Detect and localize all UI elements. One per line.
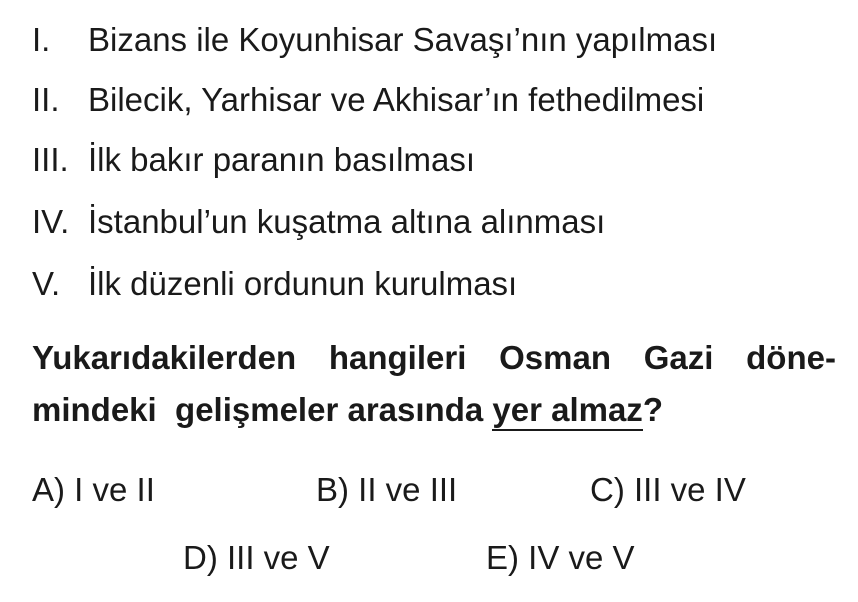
statement-text: Bilecik, Yarhisar ve Akhisar’ın fethedilmesi [88, 81, 705, 118]
question-mark: ? [642, 391, 663, 428]
statement-4 [32, 202, 605, 242]
statement-2 [32, 80, 704, 120]
statement-number: II. [32, 81, 60, 118]
question-word: Gazi [643, 339, 714, 376]
question-prompt-line-1 [32, 338, 836, 378]
statement-number: III. [32, 141, 69, 178]
question-emphasis: yer almaz [492, 391, 642, 431]
statement-5 [32, 264, 517, 304]
option-e[interactable]: E) IV ve V [486, 539, 635, 576]
statement-text: İlk düzenli ordunun kurulması [88, 265, 518, 302]
question-word: Osman [499, 339, 611, 376]
question-word: döne- [746, 339, 836, 376]
option-d[interactable]: D) III ve V [183, 539, 330, 576]
option-c[interactable]: C) III ve IV [590, 471, 746, 508]
statement-number: I. [32, 21, 51, 58]
statement-number: V. [32, 265, 61, 302]
question-prompt-line-2 [32, 390, 836, 430]
question-text: mindeki gelişmeler arasında [32, 391, 493, 428]
statement-3 [32, 140, 475, 180]
option-a[interactable]: A) I ve II [32, 471, 155, 508]
statement-text: İlk bakır paranın basılması [88, 141, 476, 178]
statement-1 [32, 20, 717, 60]
statement-number: IV. [32, 203, 70, 240]
option-b[interactable]: B) II ve III [316, 471, 458, 508]
statement-text: İstanbul’un kuşatma altına alınması [88, 203, 606, 240]
question-word: Yukarıdakilerden [32, 339, 297, 376]
statement-text: Bizans ile Koyunhisar Savaşı’nın yapılması [88, 21, 718, 58]
question-word: hangileri [328, 339, 467, 376]
